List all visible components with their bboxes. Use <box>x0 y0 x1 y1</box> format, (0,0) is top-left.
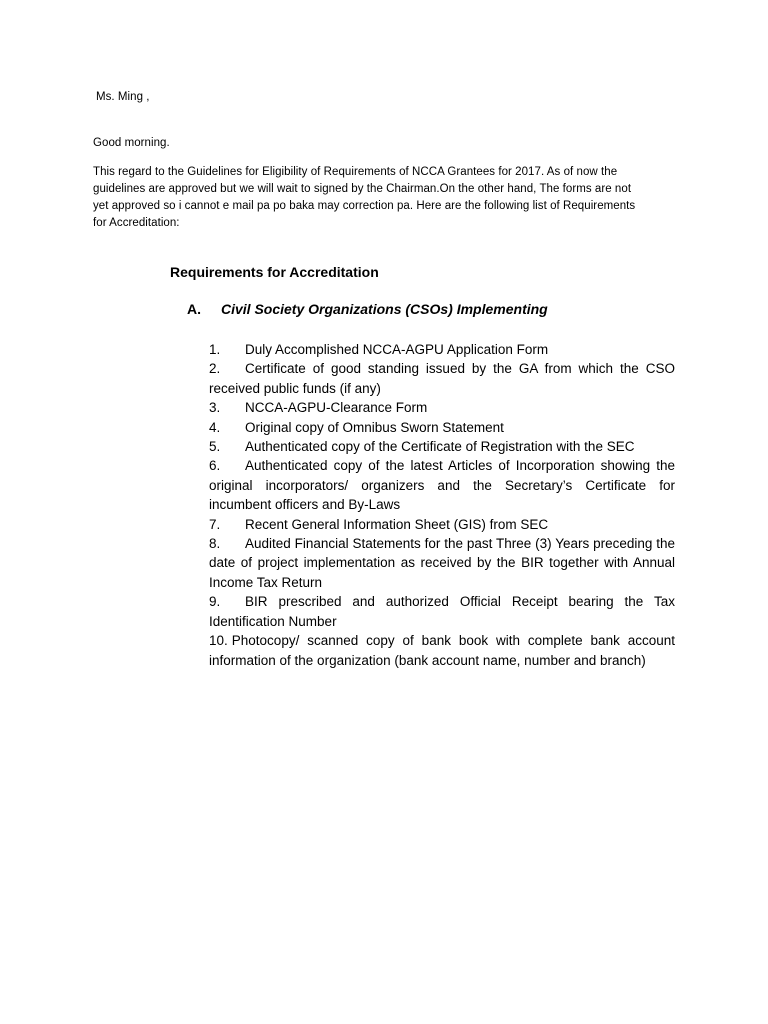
list-item <box>209 437 675 456</box>
list-item <box>209 631 675 670</box>
item-text: NCCA-AGPU-Clearance Form <box>245 400 428 416</box>
list-item <box>209 340 675 359</box>
list-item <box>209 592 675 631</box>
greeting: Good morning. <box>93 137 170 149</box>
item-text: Authenticated copy of the Certificate of Registration with the SEC <box>245 439 635 455</box>
section-heading <box>187 299 548 319</box>
intro-paragraph: This regard to the Guidelines for Eligibility of Requirements of NCCA Grantees for 2017. As of now the guidelines are approved but we will wait to signed by the Chairman.On the other hand, The forms are not yet approved so i cannot e mail pa po baka may correction pa. Here are the following list of Requirements for Accreditation: <box>93 166 636 229</box>
item-number: 5. <box>209 439 221 455</box>
item-number: 10. <box>209 633 228 649</box>
list-item <box>209 534 675 592</box>
item-number: 2. <box>209 361 221 377</box>
requirements-title: Requirements for Accreditation <box>170 264 379 280</box>
list-item <box>209 359 675 398</box>
item-text: Duly Accomplished NCCA-AGPU Application Form <box>245 342 549 357</box>
item-number: 4. <box>209 419 221 435</box>
list-item <box>209 456 675 514</box>
list-item <box>209 515 675 534</box>
item-text: Original copy of Omnibus Sworn Statement <box>245 419 504 435</box>
section-letter: A. <box>187 301 201 317</box>
item-text: BIR prescribed and authorized Official Receipt bearing the Tax Identification Number <box>209 594 675 629</box>
item-number: 3. <box>209 400 221 416</box>
item-text: Audited Financial Statements for the past Three (3) Years preceding the date of project implementation as received by the BIR together with Annual Income Tax Return <box>209 536 675 590</box>
item-number: 6. <box>209 458 221 474</box>
item-number: 7. <box>209 516 221 532</box>
item-text: Authenticated copy of the latest Articles of Incorporation showing the original incorporators/ organizers and the Secretary’s Certificate for incumbent officers and By-Laws <box>209 458 675 513</box>
item-text: Photocopy/ scanned copy of bank book with complete bank account information of the organization (bank account name, number and branch) <box>209 633 675 668</box>
item-number: 8. <box>209 536 221 552</box>
item-number: 1. <box>209 342 221 357</box>
item-text: Certificate of good standing issued by the GA from which the CSO received public funds (if any) <box>209 361 675 396</box>
list-item <box>209 418 675 437</box>
item-text: Recent General Information Sheet (GIS) from SEC <box>245 516 549 532</box>
list-item <box>209 398 675 417</box>
item-number: 9. <box>209 594 221 610</box>
requirements-list <box>209 340 675 670</box>
salutation: Ms. Ming , <box>96 91 150 103</box>
section-title: Civil Society Organizations (CSOs) Implementing <box>221 301 548 317</box>
